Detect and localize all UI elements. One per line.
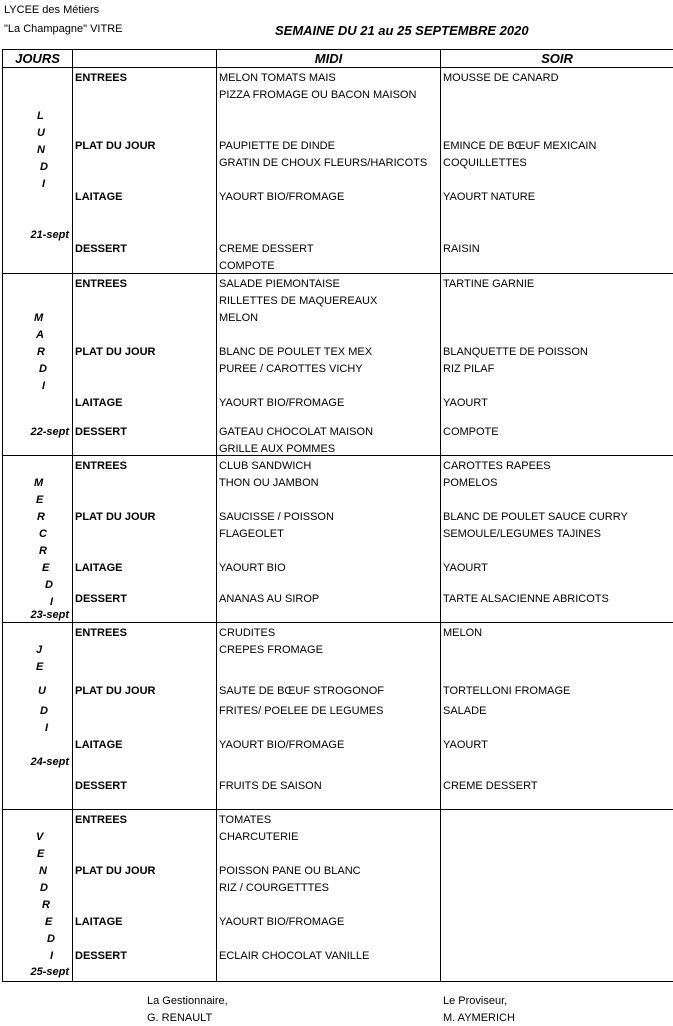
day-date: 24-sept <box>30 756 69 768</box>
day-letter: M <box>34 312 44 324</box>
menu-item: PAUPIETTE DE DINDE <box>219 140 335 152</box>
day-letter: U <box>37 127 45 139</box>
category-cell <box>73 623 217 810</box>
soir-cell <box>441 456 673 623</box>
day-date: 21-sept <box>30 229 69 241</box>
menu-item: TOMATES <box>219 814 272 826</box>
menu-item: MOUSSE DE CANARD <box>443 72 559 84</box>
day-letter: U <box>38 685 46 697</box>
day-cell <box>3 623 73 810</box>
school-location: "La Champagne" VITRE <box>4 23 123 35</box>
menu-item: RILLETTES DE MAQUEREAUX <box>219 295 378 307</box>
menu-item: YAOURT <box>443 562 488 574</box>
day-letter: D <box>40 705 48 717</box>
signature-left-name: G. RENAULT <box>147 1012 213 1024</box>
day-letter: I <box>42 380 46 392</box>
day-date: 25-sept <box>30 966 69 978</box>
menu-item: FRITES/ POELEE DE LEGUMES <box>219 705 384 717</box>
menu-item: CAROTTES RAPEES <box>443 460 551 472</box>
soir-cell <box>441 623 673 810</box>
menu-item: COMPOTE <box>219 260 275 272</box>
category-cell <box>73 68 217 274</box>
menu-item: BLANC DE POULET SAUCE CURRY <box>443 511 628 523</box>
menu-item: MELON TOMATS MAIS <box>219 72 336 84</box>
day-letter: E <box>37 848 45 860</box>
menu-item: RIZ PILAF <box>443 363 495 375</box>
menu-item: RAISIN <box>443 243 480 255</box>
day-letter: N <box>37 144 45 156</box>
column-header-midi: MIDI <box>217 50 441 68</box>
day-letter: V <box>36 831 44 843</box>
category-label: PLAT DU JOUR <box>75 685 156 697</box>
day-cell <box>3 810 73 982</box>
day-letter: I <box>50 950 54 962</box>
menu-item: PUREE / CAROTTES VICHY <box>219 363 363 375</box>
school-name: LYCEE des Métiers <box>4 4 100 16</box>
menu-table <box>2 49 673 982</box>
menu-item: YAOURT NATURE <box>443 191 536 203</box>
category-cell <box>73 810 217 982</box>
menu-item: CLUB SANDWICH <box>219 460 312 472</box>
day-row-mardi <box>3 274 673 456</box>
menu-item: GRILLE AUX POMMES <box>219 443 336 455</box>
category-label: DESSERT <box>75 243 127 255</box>
menu-item: CREME DESSERT <box>443 780 538 792</box>
menu-item: PIZZA FROMAGE OU BACON MAISON <box>219 89 417 101</box>
day-letter: D <box>47 933 55 945</box>
column-header-soir: SOIR <box>441 50 673 68</box>
menu-item: TARTINE GARNIE <box>443 278 535 290</box>
menu-item: YAOURT <box>443 397 488 409</box>
menu-item: YAOURT <box>443 739 488 751</box>
day-letter: I <box>45 722 49 734</box>
day-letter: N <box>39 865 47 877</box>
day-letter: A <box>36 329 44 341</box>
category-label: PLAT DU JOUR <box>75 346 156 358</box>
day-letter: R <box>39 545 47 557</box>
day-letter: D <box>40 161 48 173</box>
soir-cell <box>441 274 673 456</box>
category-label: DESSERT <box>75 426 127 438</box>
menu-item: YAOURT BIO/FROMAGE <box>219 739 345 751</box>
menu-item: FLAGEOLET <box>219 528 284 540</box>
menu-item: COQUILLETTES <box>443 157 527 169</box>
day-date: 23-sept <box>30 609 69 621</box>
category-label: DESSERT <box>75 593 127 605</box>
menu-item: SAUTE DE BŒUF STROGONOF <box>219 685 385 697</box>
category-label: PLAT DU JOUR <box>75 140 156 152</box>
menu-item: SALADE <box>443 705 487 717</box>
day-letter: D <box>40 882 48 894</box>
day-letter: E <box>36 661 44 673</box>
menu-item: POMELOS <box>443 477 498 489</box>
day-row-lundi <box>3 68 673 274</box>
category-label: PLAT DU JOUR <box>75 865 156 877</box>
category-cell <box>73 456 217 623</box>
midi-cell <box>217 274 441 456</box>
day-letter: E <box>36 494 44 506</box>
category-label: ENTREES <box>75 627 127 639</box>
midi-cell <box>217 623 441 810</box>
category-label: LAITAGE <box>75 739 123 751</box>
day-letter: I <box>42 178 46 190</box>
menu-item: GATEAU CHOCOLAT MAISON <box>219 426 374 438</box>
day-date: 22-sept <box>30 426 69 438</box>
menu-item: YAOURT BIO/FROMAGE <box>219 191 345 203</box>
menu-item: CRUDITES <box>219 627 276 639</box>
category-cell <box>73 274 217 456</box>
signature-left-role: La Gestionnaire, <box>147 995 228 1007</box>
category-label: ENTREES <box>75 72 127 84</box>
menu-item: YAOURT BIO/FROMAGE <box>219 916 345 928</box>
day-letter: D <box>45 579 53 591</box>
menu-item: TARTE ALSACIENNE ABRICOTS <box>443 593 609 605</box>
menu-item: GRATIN DE CHOUX FLEURS/HARICOTS <box>219 157 428 169</box>
soir-cell <box>441 68 673 274</box>
midi-cell <box>217 456 441 623</box>
category-label: ENTREES <box>75 460 127 472</box>
day-letter: R <box>37 346 45 358</box>
category-label: PLAT DU JOUR <box>75 511 156 523</box>
day-cell <box>3 456 73 623</box>
menu-item: SALADE PIEMONTAISE <box>219 278 340 290</box>
day-letter: I <box>50 596 54 608</box>
signature-right-name: M. AYMERICH <box>443 1012 515 1024</box>
category-label: DESSERT <box>75 780 127 792</box>
day-letter: R <box>42 899 50 911</box>
menu-item: BLANC DE POULET TEX MEX <box>219 346 373 358</box>
category-label: LAITAGE <box>75 397 123 409</box>
day-row-vendredi <box>3 810 673 982</box>
day-letter: D <box>39 363 47 375</box>
category-label: DESSERT <box>75 950 127 962</box>
category-label: ENTREES <box>75 814 127 826</box>
day-letter: L <box>37 110 44 122</box>
menu-item: ECLAIR CHOCOLAT VANILLE <box>219 950 370 962</box>
menu-item: TORTELLONI FROMAGE <box>443 685 571 697</box>
menu-item: MELON <box>219 312 259 324</box>
menu-item: COMPOTE <box>443 426 499 438</box>
menu-item: POISSON PANE OU BLANC <box>219 865 361 877</box>
menu-item: YAOURT BIO/FROMAGE <box>219 397 345 409</box>
menu-item: SAUCISSE / POISSON <box>219 511 334 523</box>
menu-item: CREME DESSERT <box>219 243 314 255</box>
midi-cell <box>217 68 441 274</box>
menu-item: THON OU JAMBON <box>219 477 319 489</box>
menu-item: FRUITS DE SAISON <box>219 780 322 792</box>
menu-item: RIZ / COURGETTTES <box>219 882 329 894</box>
menu-item: YAOURT BIO <box>219 562 286 574</box>
day-letter: J <box>36 644 43 656</box>
menu-item: EMINCE DE BŒUF MEXICAIN <box>443 140 597 152</box>
column-header-blank <box>73 50 217 68</box>
day-cell <box>3 274 73 456</box>
menu-item: BLANQUETTE DE POISSON <box>443 346 588 358</box>
day-letter: E <box>42 562 50 574</box>
menu-item: CHARCUTERIE <box>219 831 299 843</box>
category-label: LAITAGE <box>75 916 123 928</box>
menu-item: MELON <box>443 627 483 639</box>
table-header-row <box>3 50 673 68</box>
signature-right-role: Le Proviseur, <box>443 995 508 1007</box>
day-row-mercredi <box>3 456 673 623</box>
page-title: SEMAINE DU 21 au 25 SEPTEMBRE 2020 <box>275 23 529 38</box>
category-label: ENTREES <box>75 278 127 290</box>
category-label: LAITAGE <box>75 562 123 574</box>
menu-item: ANANAS AU SIROP <box>219 593 320 605</box>
column-header-jours: JOURS <box>3 50 73 68</box>
day-letter: R <box>37 511 45 523</box>
midi-cell <box>217 810 441 982</box>
day-letter: M <box>34 477 44 489</box>
day-letter: E <box>45 916 53 928</box>
day-letter: C <box>39 528 47 540</box>
menu-item: SEMOULE/LEGUMES TAJINES <box>443 528 601 540</box>
day-row-jeudi <box>3 623 673 810</box>
day-cell <box>3 68 73 274</box>
menu-item: CREPES FROMAGE <box>219 644 323 656</box>
category-label: LAITAGE <box>75 191 123 203</box>
soir-cell <box>441 810 673 982</box>
